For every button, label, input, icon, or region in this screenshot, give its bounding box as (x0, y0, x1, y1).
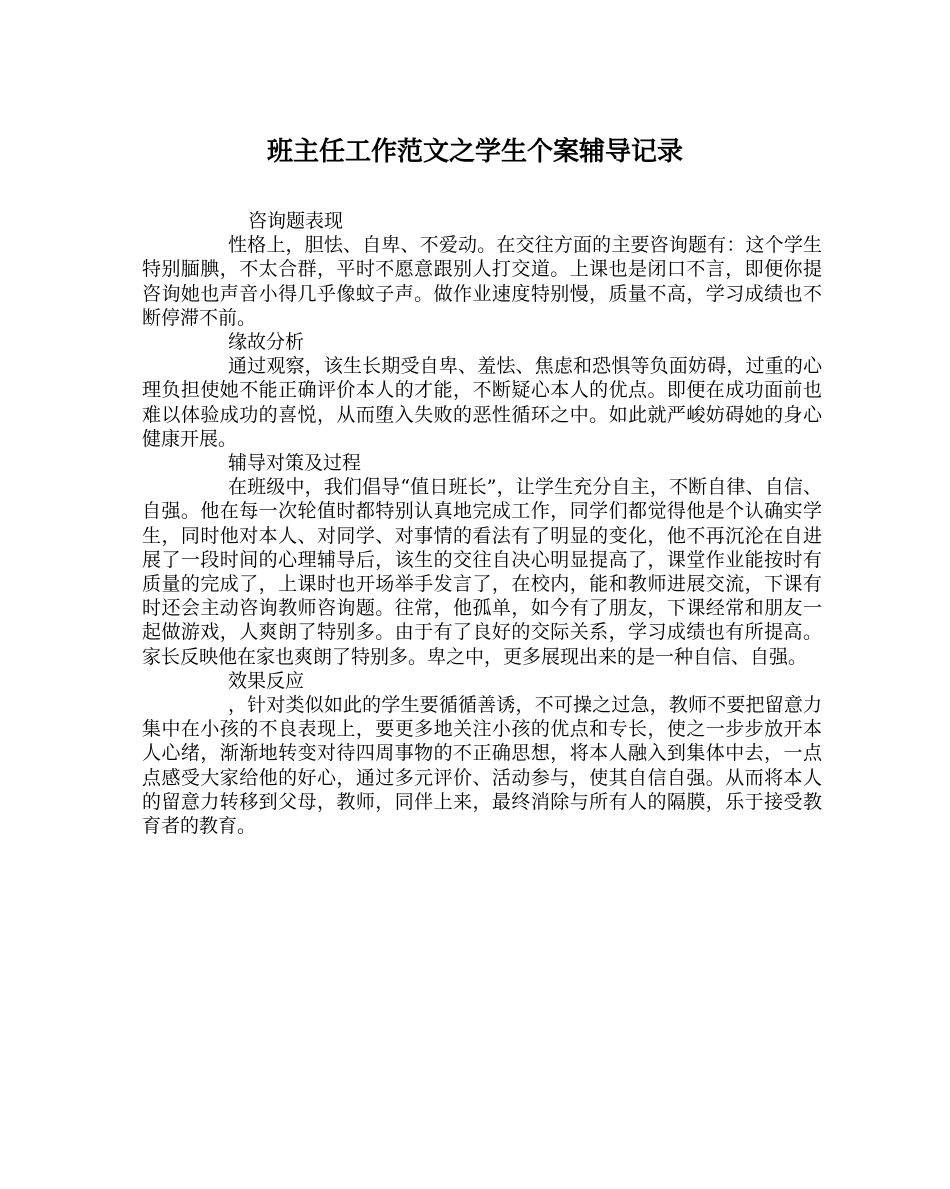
section-heading-cause-analysis: 缘故分析 (228, 331, 305, 354)
section-body-cause-analysis: 通过观察，该生长期受自卑、羞怯、焦虑和恐惧等负面妨碍，过重的心理负担使她不能正确评价本人的才能，不断疑心本人的优点。即便在成功面前也难以体验成功的喜悦，从而堕入失败的恶性循环之中。如此就严峻妨碍她的身心健康开展。 (142, 355, 822, 450)
document-body (142, 209, 822, 838)
document-title: 班主任工作范文之学生个案辅导记录 (266, 137, 683, 167)
section-body-outcome: ，针对类似如此的学生要循循善诱，不可操之过急，教师不要把留意力集中在小孩的不良表现上，要更多地关注小孩的优点和专长，使之一步步放开本人心绪，渐渐地转变对待四周事物的不正确思想，将本人融入到集体中去，一点点感受大家给他的好心，通过多元评价、活动参与，使其自信自强。从而将本人的留意力转移到父母，教师，同伴上来，最终消除与所有人的隔膜，乐于接受教育者的教育。 (142, 694, 822, 838)
section-heading-counseling-strategy: 辅导对策及过程 (228, 452, 362, 475)
section-heading-outcome: 效果反应 (228, 669, 305, 692)
section-heading-symptoms: 咨询题表现 (248, 210, 344, 232)
section-body-counseling-strategy: 在班级中，我们倡导“值日班长”，让学生充分自主，不断自律、自信、自强。他在每一次轮值时都特别认真地完成工作，同学们都觉得他是个认确实学生，同时他对本人、对同学、对事情的看法有了明显的变化，他不再沉沦在自进展了一段时间的心理辅导后，该生的交往自决心明显提高了，课堂作业能按时有质量的完成了，上课时也开场举手发言了，在校内，能和教师进展交流，下课有时还会主动咨询教师咨询题。往常，他孤单，如今有了朋友，下课经常和朋友一起做游戏，人爽朗了特别多。由于有了良好的交际关系，学习成绩也有所提高。家长反映他在家也爽朗了特别多。卑之中，更多展现出来的是一种自信、自强。 (142, 476, 822, 668)
section-body-symptoms: 性格上，胆怯、自卑、不爱动。在交往方面的主要咨询题有：这个学生特别腼腆，不太合群，平时不愿意跟别人打交道。上课也是闭口不言，即便你提咨询她也声音小得几乎像蚊子声。做作业速度特别慢，质量不高，学习成绩也不断停滞不前。 (142, 234, 822, 329)
